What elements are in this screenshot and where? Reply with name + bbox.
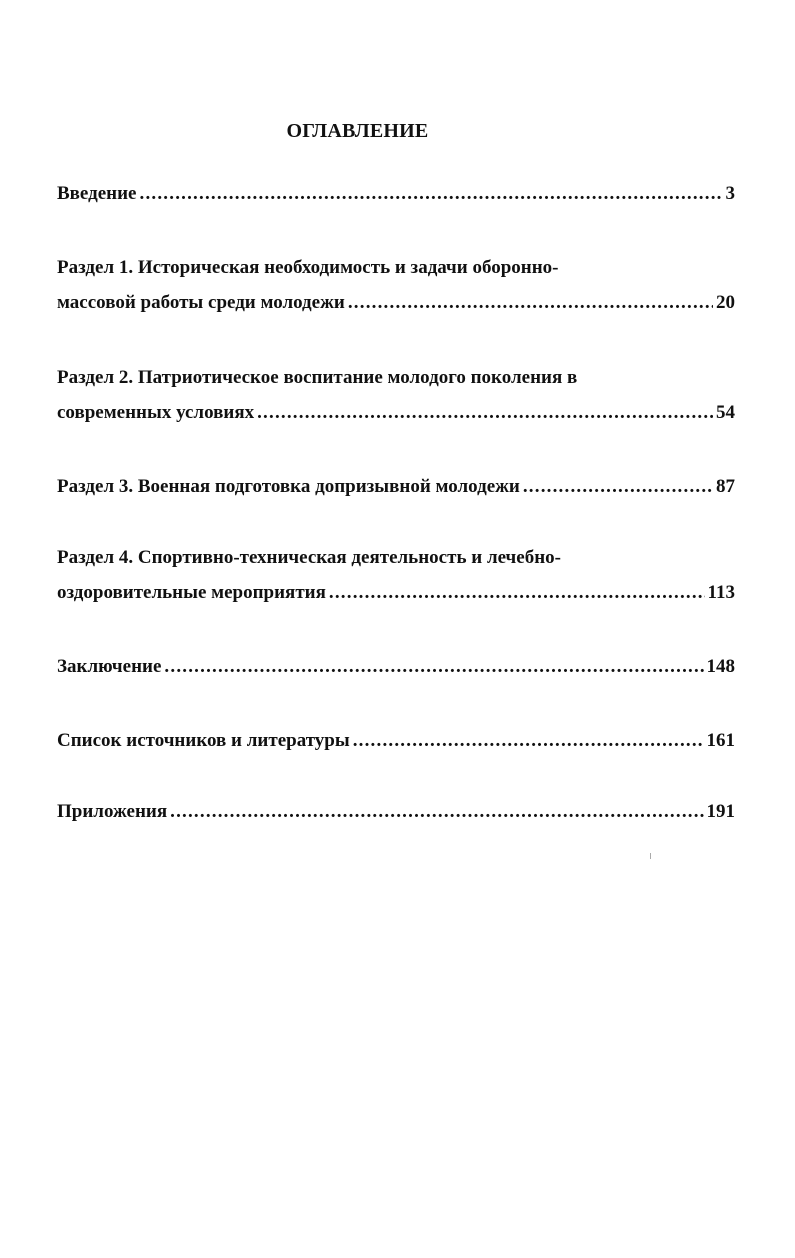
toc-entry-section-2 [57, 360, 735, 430]
toc-title: ОГЛАВЛЕНИЕ [286, 120, 429, 142]
dot-leader [170, 794, 703, 829]
dot-leader [353, 723, 704, 758]
page-number: 161 [706, 730, 735, 751]
entry-text: Заключение [57, 656, 162, 677]
page-number: 113 [707, 582, 735, 603]
page-number: 54 [716, 402, 735, 423]
toc-entry-conclusion [57, 649, 735, 684]
toc-entry-sources [57, 723, 735, 758]
page-number: 20 [716, 292, 735, 313]
page-number: 3 [725, 183, 735, 204]
page-number: 191 [706, 801, 735, 822]
toc-entry-section-4 [57, 540, 735, 610]
entry-text: современных условиях [57, 402, 255, 423]
entry-text: Список источников и литературы [57, 730, 350, 751]
dot-leader [164, 649, 703, 684]
entry-text: Приложения [57, 801, 168, 822]
entry-text: Введение [57, 183, 137, 204]
toc-entry-section-3 [57, 469, 735, 504]
entry-text: Раздел 3. Военная подготовка допризывной молодежи [57, 476, 520, 497]
page-number: 87 [716, 476, 735, 497]
entry-text-line1: Раздел 4. Спортивно-техническая деятельность и лечебно- [57, 547, 561, 568]
entry-text-line1: Раздел 2. Патриотическое воспитание молодого поколения в [57, 367, 578, 388]
entry-text-line1: Раздел 1. Историческая необходимость и задачи оборонно- [57, 257, 559, 278]
entry-text: оздоровительные мероприятия [57, 582, 326, 603]
dot-leader [257, 395, 713, 430]
dot-leader [348, 285, 713, 320]
entry-text: массовой работы среди молодежи [57, 292, 345, 313]
scan-speck [650, 853, 651, 859]
toc-entry-introduction [57, 176, 735, 211]
dot-leader [329, 575, 705, 610]
toc-entry-section-1 [57, 250, 735, 320]
toc-entry-appendices [57, 794, 735, 829]
dot-leader [140, 176, 723, 211]
dot-leader [523, 469, 713, 504]
page-number: 148 [706, 656, 735, 677]
